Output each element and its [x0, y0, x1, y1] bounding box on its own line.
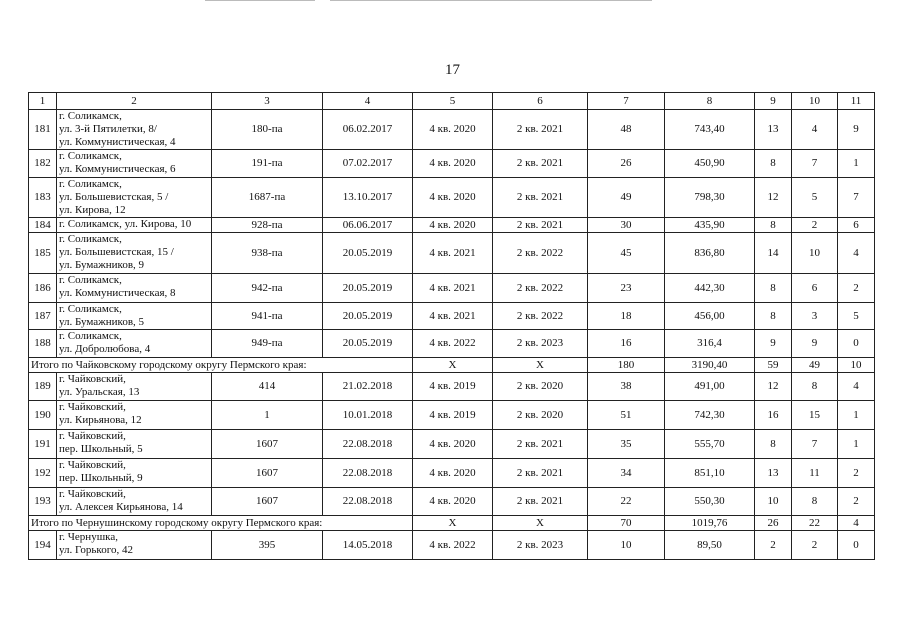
resettlement-start: 4 кв. 2020: [413, 488, 493, 516]
resettlement-start: 4 кв. 2021: [413, 233, 493, 274]
area-value: 836,80: [665, 233, 755, 274]
residents-count: 70: [588, 516, 665, 531]
area-value: 550,30: [665, 488, 755, 516]
decree-date: 06.02.2017: [323, 110, 413, 150]
subtotal-label: Итого по Чайковскому городскому округу Пермского края:: [29, 358, 413, 373]
col-11-value: 0: [838, 330, 875, 358]
address-line: г. Соликамск,: [59, 178, 122, 190]
column-number-6: 6: [493, 93, 588, 110]
row-number: 186: [29, 274, 57, 303]
area-value: 456,00: [665, 303, 755, 330]
table-row: [29, 274, 875, 303]
table-row: [29, 233, 875, 274]
row-number: 191: [29, 430, 57, 459]
column-number-row: [29, 93, 875, 110]
residents-count: 18: [588, 303, 665, 330]
resettlement-end: 2 кв. 2023: [493, 330, 588, 358]
area-value: 798,30: [665, 178, 755, 218]
resettlement-end: 2 кв. 2022: [493, 233, 588, 274]
col-9-value: 2: [755, 531, 792, 560]
col-10-value: 7: [792, 430, 838, 459]
table-row: [29, 110, 875, 150]
resettlement-start: 4 кв. 2020: [413, 430, 493, 459]
row-number: 187: [29, 303, 57, 330]
decree-number: 414: [212, 373, 323, 401]
page-number: 17: [445, 62, 460, 78]
resettlement-start: 4 кв. 2020: [413, 178, 493, 218]
col-10-value: 5: [792, 178, 838, 218]
resettlement-start: 4 кв. 2020: [413, 218, 493, 233]
resettlement-end: 2 кв. 2021: [493, 178, 588, 218]
address-cell: [57, 373, 212, 401]
resettlement-end: X: [493, 516, 588, 531]
decree-number: 395: [212, 531, 323, 560]
row-number: 189: [29, 373, 57, 401]
address-line: пер. Школьный, 9: [59, 472, 143, 484]
col-11-value: 2: [838, 274, 875, 303]
address-line: ул. Добролюбова, 4: [59, 343, 151, 355]
address-line: г. Чайковский,: [59, 401, 126, 413]
address-line: ул. Горького, 42: [59, 544, 133, 556]
address-line: ул. Большевистская, 15 /: [59, 246, 174, 258]
decree-number: 928-па: [212, 218, 323, 233]
address-line: г. Соликамск,: [59, 330, 122, 342]
row-number: 183: [29, 178, 57, 218]
address-line: ул. Бумажников, 9: [59, 259, 145, 271]
col-9-value: 59: [755, 358, 792, 373]
address-line: ул. Коммунистическая, 6: [59, 163, 176, 175]
resettlement-end: 2 кв. 2020: [493, 401, 588, 430]
address-cell: [57, 110, 212, 150]
col-9-value: 13: [755, 459, 792, 488]
table-row: [29, 373, 875, 401]
housing-program-table: [28, 92, 875, 560]
decree-date: 13.10.2017: [323, 178, 413, 218]
resettlement-start: 4 кв. 2021: [413, 303, 493, 330]
area-value: 89,50: [665, 531, 755, 560]
resettlement-end: 2 кв. 2022: [493, 303, 588, 330]
decree-date: 06.06.2017: [323, 218, 413, 233]
residents-count: 26: [588, 150, 665, 178]
address-line: ул. Алексея Кирьянова, 14: [59, 501, 183, 513]
decree-date: 21.02.2018: [323, 373, 413, 401]
resettlement-start: 4 кв. 2022: [413, 330, 493, 358]
table-row: [29, 430, 875, 459]
row-number: 188: [29, 330, 57, 358]
col-9-value: 26: [755, 516, 792, 531]
col-10-value: 2: [792, 218, 838, 233]
resettlement-start: 4 кв. 2019: [413, 373, 493, 401]
address-line: г. Чайковский,: [59, 488, 126, 500]
decree-date: 20.05.2019: [323, 274, 413, 303]
col-9-value: 8: [755, 274, 792, 303]
row-number: 194: [29, 531, 57, 560]
address-cell: [57, 233, 212, 274]
table-row: [29, 178, 875, 218]
address-line: г. Чайковский,: [59, 373, 126, 385]
address-line: г. Соликамск,: [59, 150, 122, 162]
resettlement-start: 4 кв. 2021: [413, 274, 493, 303]
decree-number: 949-па: [212, 330, 323, 358]
resettlement-end: 2 кв. 2021: [493, 488, 588, 516]
decree-number: 1687-па: [212, 178, 323, 218]
col-10-value: 8: [792, 488, 838, 516]
address-line: г. Чернушка,: [59, 531, 118, 543]
address-cell: [57, 274, 212, 303]
column-number-5: 5: [413, 93, 493, 110]
residents-count: 35: [588, 430, 665, 459]
resettlement-end: 2 кв. 2021: [493, 150, 588, 178]
decree-date: 22.08.2018: [323, 488, 413, 516]
resettlement-start: X: [413, 358, 493, 373]
area-value: 555,70: [665, 430, 755, 459]
decree-number: 1607: [212, 488, 323, 516]
address-line: ул. Кирьянова, 12: [59, 414, 142, 426]
col-11-value: 9: [838, 110, 875, 150]
col-10-value: 7: [792, 150, 838, 178]
scan-top-line-right: [330, 0, 652, 1]
column-number-9: 9: [755, 93, 792, 110]
decree-number: 180-па: [212, 110, 323, 150]
decree-number: 942-па: [212, 274, 323, 303]
address-line: ул. Уральская, 13: [59, 386, 140, 398]
resettlement-end: 2 кв. 2021: [493, 430, 588, 459]
address-cell: [57, 330, 212, 358]
resettlement-start: X: [413, 516, 493, 531]
area-value: 435,90: [665, 218, 755, 233]
col-11-value: 0: [838, 531, 875, 560]
decree-date: 22.08.2018: [323, 459, 413, 488]
col-9-value: 13: [755, 110, 792, 150]
col-10-value: 2: [792, 531, 838, 560]
table-row: [29, 488, 875, 516]
col-9-value: 8: [755, 430, 792, 459]
address-cell: [57, 178, 212, 218]
col-11-value: 4: [838, 233, 875, 274]
table-row: [29, 150, 875, 178]
residents-count: 45: [588, 233, 665, 274]
area-value: 743,40: [665, 110, 755, 150]
col-10-value: 3: [792, 303, 838, 330]
col-10-value: 22: [792, 516, 838, 531]
col-11-value: 4: [838, 516, 875, 531]
decree-date: 14.05.2018: [323, 531, 413, 560]
row-number: 190: [29, 401, 57, 430]
column-number-3: 3: [212, 93, 323, 110]
subtotal-label: Итого по Чернушинскому городскому округу Пермского края:: [29, 516, 413, 531]
resettlement-start: 4 кв. 2022: [413, 531, 493, 560]
area-value: 851,10: [665, 459, 755, 488]
resettlement-start: 4 кв. 2020: [413, 459, 493, 488]
table-row: [29, 330, 875, 358]
area-value: 491,00: [665, 373, 755, 401]
column-number-2: 2: [57, 93, 212, 110]
address-cell: [57, 531, 212, 560]
address-line: ул. Бумажников, 5: [59, 316, 145, 328]
resettlement-end: X: [493, 358, 588, 373]
scan-top-line-left: [205, 0, 315, 1]
address-line: г. Соликамск,: [59, 233, 122, 245]
address-line: г. Соликамск,: [59, 110, 122, 122]
table-row: [29, 401, 875, 430]
address-cell: [57, 488, 212, 516]
col-10-value: 6: [792, 274, 838, 303]
address-cell: [57, 303, 212, 330]
address-line: ул. 3-й Пятилетки, 8/: [59, 123, 157, 135]
col-11-value: 2: [838, 488, 875, 516]
resettlement-end: 2 кв. 2021: [493, 110, 588, 150]
col-10-value: 10: [792, 233, 838, 274]
resettlement-end: 2 кв. 2023: [493, 531, 588, 560]
address-cell: [57, 401, 212, 430]
table-row: [29, 459, 875, 488]
subtotal-row: [29, 516, 875, 531]
col-9-value: 8: [755, 218, 792, 233]
decree-number: 1: [212, 401, 323, 430]
address-line: ул. Коммунистическая, 8: [59, 287, 176, 299]
col-10-value: 15: [792, 401, 838, 430]
column-number-4: 4: [323, 93, 413, 110]
address-line: ул. Коммунистическая, 4: [59, 136, 176, 148]
row-number: 192: [29, 459, 57, 488]
column-number-11: 11: [838, 93, 875, 110]
residents-count: 51: [588, 401, 665, 430]
residents-count: 16: [588, 330, 665, 358]
residents-count: 49: [588, 178, 665, 218]
address-line: ул. Кирова, 12: [59, 204, 126, 216]
residents-count: 10: [588, 531, 665, 560]
decree-date: 20.05.2019: [323, 233, 413, 274]
col-9-value: 16: [755, 401, 792, 430]
subtotal-row: [29, 358, 875, 373]
address-cell: [57, 459, 212, 488]
column-number-7: 7: [588, 93, 665, 110]
row-number: 184: [29, 218, 57, 233]
address-line: пер. Школьный, 5: [59, 443, 143, 455]
area-value: 3190,40: [665, 358, 755, 373]
residents-count: 22: [588, 488, 665, 516]
col-9-value: 10: [755, 488, 792, 516]
residents-count: 23: [588, 274, 665, 303]
col-11-value: 10: [838, 358, 875, 373]
address-line: ул. Большевистская, 5 /: [59, 191, 169, 203]
col-10-value: 9: [792, 330, 838, 358]
col-11-value: 6: [838, 218, 875, 233]
decree-date: 07.02.2017: [323, 150, 413, 178]
col-9-value: 12: [755, 373, 792, 401]
decree-number: 1607: [212, 430, 323, 459]
resettlement-end: 2 кв. 2021: [493, 459, 588, 488]
col-9-value: 9: [755, 330, 792, 358]
address-line: г. Чайковский,: [59, 430, 126, 442]
address-cell: [57, 430, 212, 459]
address-line: г. Соликамск,: [59, 274, 122, 286]
column-number-10: 10: [792, 93, 838, 110]
decree-number: 1607: [212, 459, 323, 488]
area-value: 1019,76: [665, 516, 755, 531]
resettlement-end: 2 кв. 2021: [493, 218, 588, 233]
decree-number: 191-па: [212, 150, 323, 178]
table-row: [29, 218, 875, 233]
decree-date: 22.08.2018: [323, 430, 413, 459]
col-9-value: 12: [755, 178, 792, 218]
col-11-value: 1: [838, 401, 875, 430]
col-9-value: 8: [755, 303, 792, 330]
decree-number: 938-па: [212, 233, 323, 274]
area-value: 316,4: [665, 330, 755, 358]
residents-count: 48: [588, 110, 665, 150]
col-11-value: 2: [838, 459, 875, 488]
decree-date: 10.01.2018: [323, 401, 413, 430]
resettlement-start: 4 кв. 2020: [413, 110, 493, 150]
address-line: г. Чайковский,: [59, 459, 126, 471]
area-value: 742,30: [665, 401, 755, 430]
col-10-value: 11: [792, 459, 838, 488]
residents-count: 30: [588, 218, 665, 233]
row-number: 181: [29, 110, 57, 150]
decree-number: 941-па: [212, 303, 323, 330]
area-value: 450,90: [665, 150, 755, 178]
col-11-value: 5: [838, 303, 875, 330]
area-value: 442,30: [665, 274, 755, 303]
resettlement-start: 4 кв. 2019: [413, 401, 493, 430]
address-line: г. Соликамск, ул. Кирова, 10: [59, 218, 192, 230]
resettlement-end: 2 кв. 2022: [493, 274, 588, 303]
row-number: 185: [29, 233, 57, 274]
decree-date: 20.05.2019: [323, 303, 413, 330]
column-number-1: 1: [29, 93, 57, 110]
col-9-value: 14: [755, 233, 792, 274]
col-10-value: 8: [792, 373, 838, 401]
resettlement-start: 4 кв. 2020: [413, 150, 493, 178]
resettlement-end: 2 кв. 2020: [493, 373, 588, 401]
col-11-value: 1: [838, 430, 875, 459]
row-number: 182: [29, 150, 57, 178]
residents-count: 34: [588, 459, 665, 488]
address-cell: [57, 218, 212, 233]
col-11-value: 1: [838, 150, 875, 178]
table-row: [29, 303, 875, 330]
col-10-value: 4: [792, 110, 838, 150]
col-9-value: 8: [755, 150, 792, 178]
col-11-value: 4: [838, 373, 875, 401]
residents-count: 180: [588, 358, 665, 373]
column-number-8: 8: [665, 93, 755, 110]
row-number: 193: [29, 488, 57, 516]
col-11-value: 7: [838, 178, 875, 218]
table-row: [29, 531, 875, 560]
decree-date: 20.05.2019: [323, 330, 413, 358]
address-line: г. Соликамск,: [59, 303, 122, 315]
residents-count: 38: [588, 373, 665, 401]
col-10-value: 49: [792, 358, 838, 373]
address-cell: [57, 150, 212, 178]
